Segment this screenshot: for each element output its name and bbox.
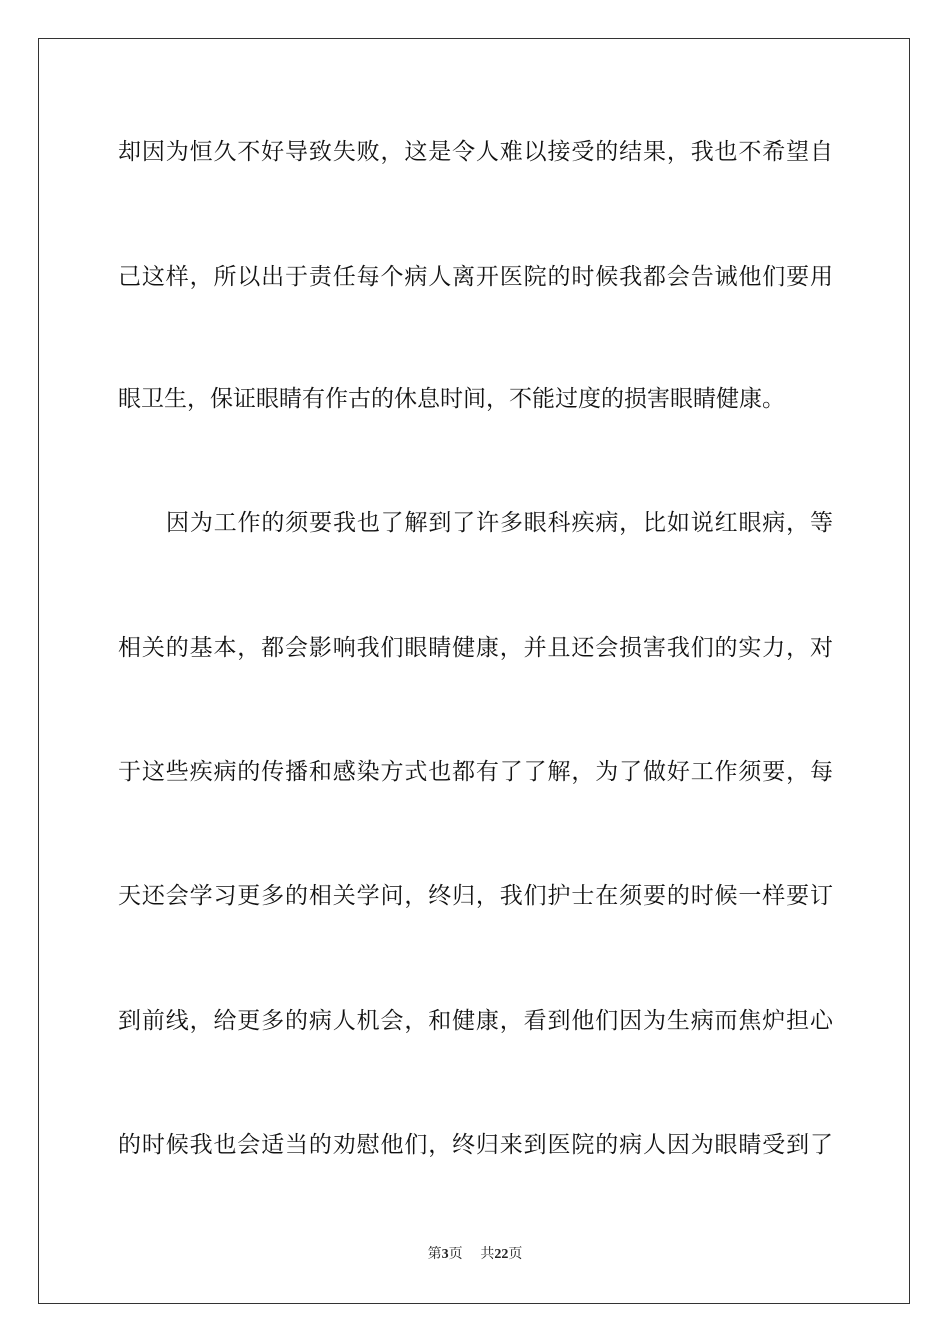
- text-line-2: 己这样，所以出于责任每个病人离开医院的时候我都会告诫他们要用: [118, 264, 833, 290]
- text-line-3: 眼卫生，保证眼睛有作古的休息时间，不能过度的损害眼睛健康。: [118, 386, 785, 412]
- text-line-4: 因为工作的须要我也了解到了许多眼科疾病，比如说红眼病，等: [166, 510, 833, 536]
- text-line-1: 却因为恒久不好导致失败，这是令人难以接受的结果，我也不希望自: [118, 139, 833, 165]
- text-line-8: 到前线，给更多的病人机会，和健康，看到他们因为生病而焦炉担心: [118, 1008, 833, 1034]
- page-footer: [0, 1245, 950, 1264]
- page-border: [38, 38, 910, 1304]
- page-number: 3: [441, 1247, 449, 1262]
- total-pages: 22: [494, 1247, 509, 1262]
- text-line-5: 相关的基本，都会影响我们眼睛健康，并且还会损害我们的实力，对: [118, 635, 833, 661]
- text-line-7: 天还会学习更多的相关学问，终归，我们护士在须要的时候一样要订: [118, 883, 833, 909]
- text-line-9: 的时候我也会适当的劝慰他们，终归来到医院的病人因为眼睛受到了: [118, 1132, 833, 1158]
- total-suffix: 页: [508, 1246, 523, 1262]
- page-prefix: 第: [427, 1246, 442, 1262]
- text-line-6: 于这些疾病的传播和感染方式也都有了了解，为了做好工作须要，每: [118, 759, 833, 785]
- page-suffix: 页: [448, 1246, 463, 1262]
- total-prefix: 共: [480, 1246, 495, 1262]
